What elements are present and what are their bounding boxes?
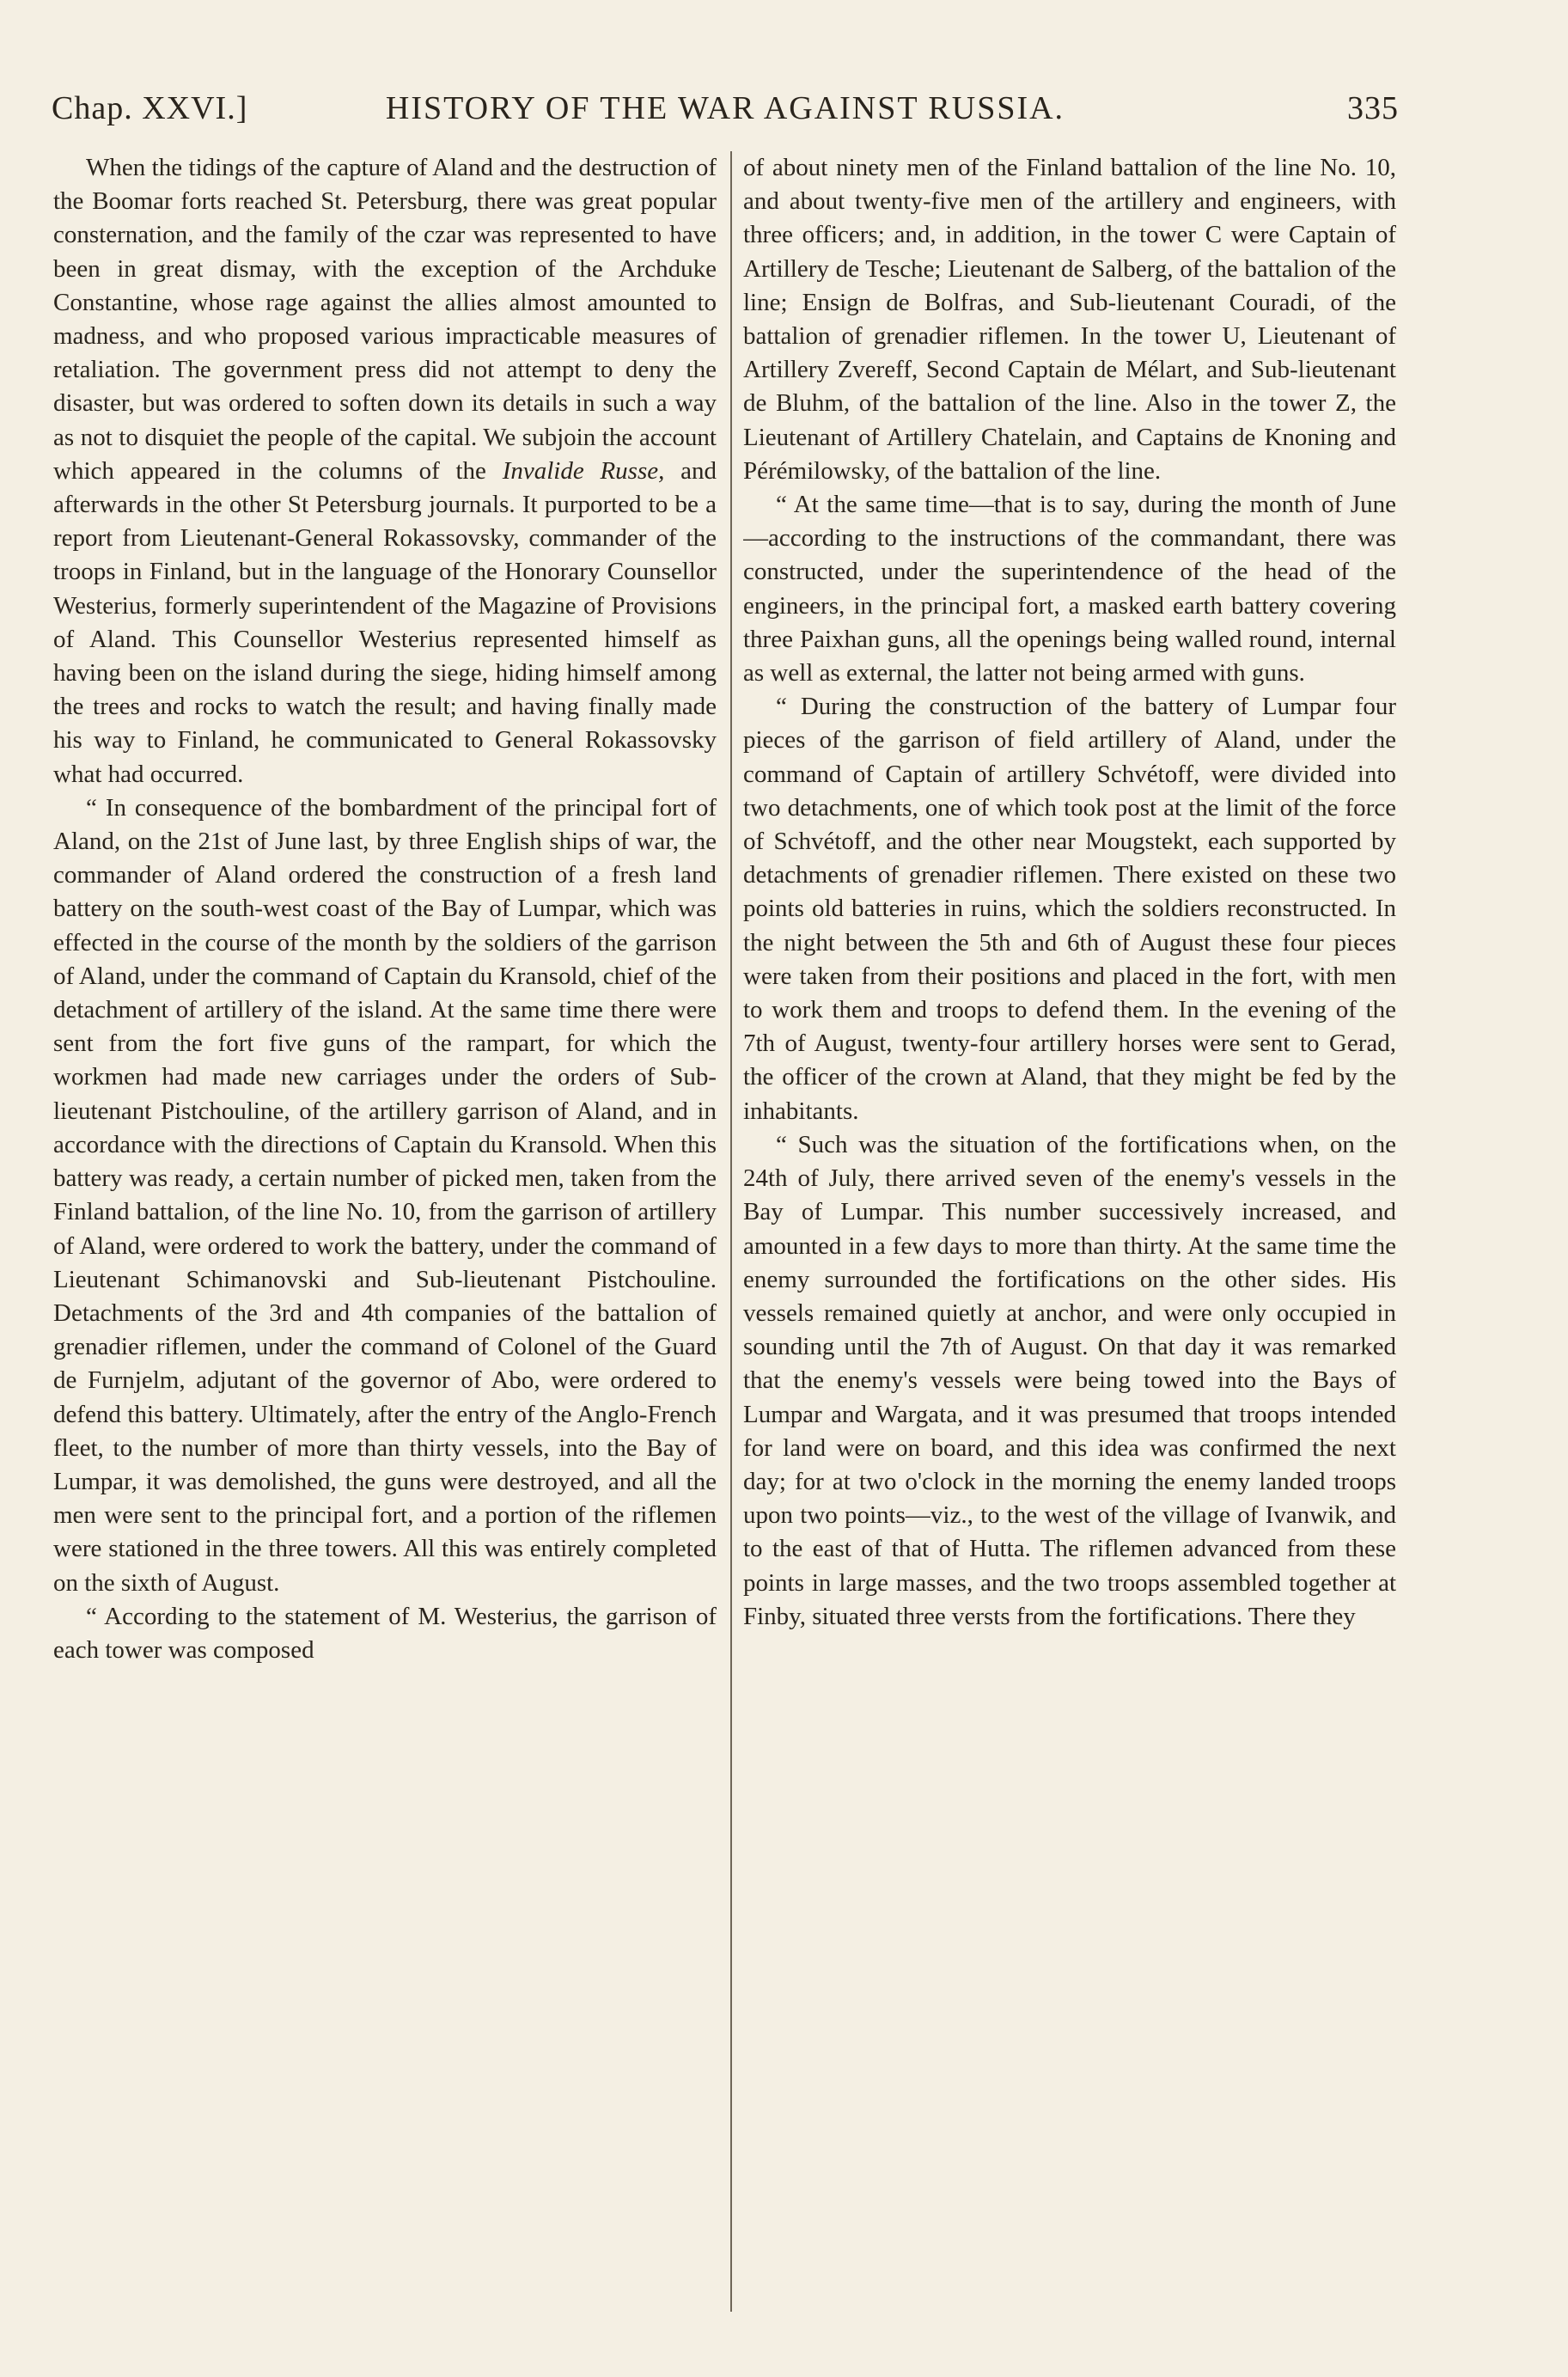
page-number: 335 — [1347, 90, 1399, 126]
chapter-label: Chap. XXVI.] — [52, 90, 248, 126]
newspaper-title: Invalide Russe, — [502, 456, 665, 485]
paragraph — [53, 151, 717, 791]
left-column — [53, 151, 717, 2360]
paragraph: “ Such was the situation of the fortifications when, on the 24th of July, there arrived seven of the enemy's vessels in the Bay of Lumpar. This number successively increased, and amounted in a few days to more than thirty. At the same time the enemy surrounded the fortifications on the other sides. His vessels remained quietly at anchor, and were only occupied in sounding until the 7th of August. On that day it was remarked that the enemy's vessels were being towed into the Bays of Lumpar and Wargata, and it was presumed that troops intended for land were on board, and this idea was confirmed the next day; for at two o'clock in the morning the enemy landed troops upon two points—viz., to the west of the village of Ivanwik, and to the east of that of Hutta. The riflemen advanced from these points in large masses, and the two troops assembled together at Finby, situated three versts from the fortifications. There they — [743, 1130, 1396, 1630]
paragraph: “ In consequence of the bombardment of the principal fort of Aland, on the 21st of June last, by three English ships of war, the commander of Aland ordered the construction of a fresh land battery on the south-west coast of the Bay of Lumpar, which was effected in the course of the month by the soldiers of the garrison of Aland, under the command of Captain du Kransold, chief of the detachment of artillery of the island. At the same time there were sent from the fort five guns of the rampart, for which the workmen had made new carriages under the orders of Sub-lieutenant Pistchouline, of the artillery garrison of Aland, and in accordance with the directions of Captain du Kransold. When this battery was ready, a certain number of picked men, taken from the Finland battalion, of the line No. 10, from the garrison of artillery of Aland, were ordered to work the battery, under the command of Lieutenant Schimanovski and Sub-lieutenant Pistchouline. Detachments of the 3rd and 4th companies of the battalion of grenadier riflemen, under the command of Colonel of the Guard de Furnjelm, adjutant of the governor of Abo, were ordered to defend this battery. Ultimately, after the entry of the Anglo-French fleet, to the number of more than thirty vessels, into the Bay of Lumpar, it was demolished, the guns were destroyed, and all the men were sent to the principal fort, and a portion of the riflemen were stationed in the three towers. All this was entirely completed on the sixth of August. — [53, 793, 717, 1597]
running-head — [52, 82, 1399, 134]
paragraph-text: When the tidings of the capture of Aland and the destruction of the Boomar forts reached St. Petersburg, there was great popular consternation, and the family of the czar was represented to have been in great dismay, with the exception of the Archduke Constantine, whose rage against the allies almost amounted to madness, and who proposed various impracticable measures of retaliation. The government press did not attempt to deny the disaster, but was ordered to soften down its details in such a way as not to disquiet the people of the capital. We subjoin the account which appeared in the columns of the — [53, 154, 717, 485]
paragraph-text: and afterwards in the other St Petersburg journals. It purported to be a report from Lieutenant-General Rokassovsky, commander of the troops in Finland, but in the language of the Honorary Counsellor Westerius, formerly superintendent of the Magazine of Provisions of Aland. This Counsellor Westerius represented himself as having been on the island during the siege, hiding himself among the trees and rocks to watch the result; and having finally made his way to Finland, he communicated to General Rokassovsky what had occurred. — [53, 456, 717, 788]
paragraph: “ According to the statement of M. Westerius, the garrison of each tower was composed — [53, 1602, 717, 1664]
running-title: HISTORY OF THE WAR AGAINST RUSSIA. — [385, 90, 1065, 126]
paragraph-continued: of about ninety men of the Finland battalion of the line No. 10, and about twenty-five men of the artillery and engineers, with three officers; and, in addition, in the tower C were Captain of Artillery de Tesche; Lieutenant de Salberg, of the battalion of the line; Ensign de Bolfras, and Sub-lieutenant Couradi, of the battalion of grenadier riflemen. In the tower U, Lieutenant of Artillery Zvereff, Second Captain de Mélart, and Sub-lieutenant de Bluhm, of the battalion of the line. Also in the tower Z, the Lieutenant of Artillery Chatelain, and Captains de Knoning and Pérémilowsky, of the battalion of the line. — [743, 154, 1396, 485]
paragraph: “ At the same time—that is to say, during the month of June—according to the instructions of the commandant, there was constructed, under the superintendence of the head of the engineers, in the principal fort, a masked earth battery covering three Paixhan guns, all the openings being walled round, internal as well as external, the latter not being armed with guns. — [743, 491, 1396, 687]
right-column — [743, 151, 1396, 2360]
paragraph: “ During the construction of the battery of Lumpar four pieces of the garrison of field artillery of Aland, under the command of Captain of artillery Schvétoff, were divided into two detachments, one of which took post at the limit of the force of Schvétoff, and the other near Mougstekt, each supported by detachments of grenadier riflemen. There existed on these two points old batteries in ruins, which the soldiers reconstructed. In the night between the 5th and 6th of August these four pieces were taken from their positions and placed in the fort, with men to work them and troops to defend them. In the evening of the 7th of August, twenty-four artillery horses were sent to Gerad, the officer of the crown at Aland, that they might be fed by the inhabitants. — [743, 693, 1396, 1125]
column-divider — [730, 151, 732, 2312]
